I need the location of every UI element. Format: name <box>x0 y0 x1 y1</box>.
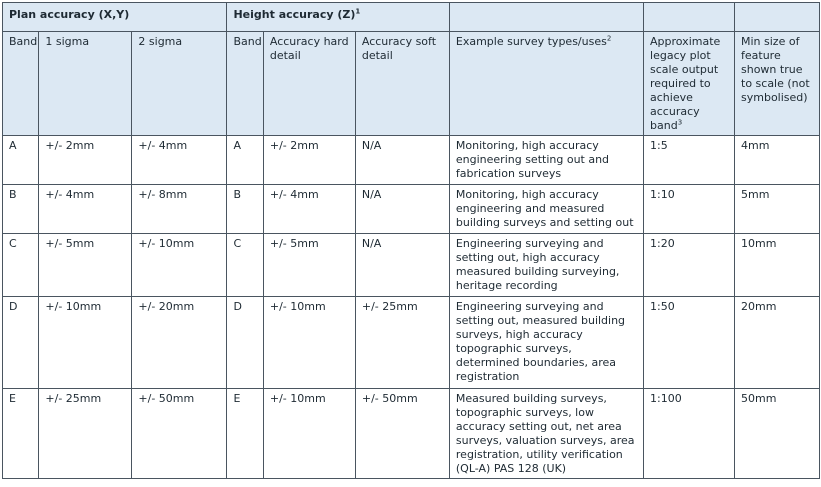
height-band-cell: D <box>227 297 263 389</box>
survey-types-cell: Engineering surveying and setting out, high accuracy measured building surveying, heritage recording <box>449 234 643 297</box>
table-row <box>3 185 820 234</box>
plot-scale-cell: 1:5 <box>644 136 735 185</box>
table-row <box>3 234 820 297</box>
survey-accuracy-table <box>2 2 820 479</box>
plot-scale-cell: 1:50 <box>644 297 735 389</box>
min-size-cell: 5mm <box>735 185 820 234</box>
one-sigma-column-header: 1 sigma <box>39 32 132 136</box>
header-spacer <box>449 3 643 32</box>
table-row <box>3 136 820 185</box>
header-spacer <box>644 3 735 32</box>
two-sigma-cell: +/- 8mm <box>132 185 227 234</box>
band-cell: B <box>3 185 39 234</box>
plot-scale-column-header: Approximate legacy plot scale output required to achieve accuracy band$^3$ <box>644 32 735 136</box>
two-sigma-cell: +/- 10mm <box>132 234 227 297</box>
min-size-cell: 4mm <box>735 136 820 185</box>
table-row <box>3 389 820 479</box>
height-band-cell: A <box>227 136 263 185</box>
band-cell: A <box>3 136 39 185</box>
accuracy-soft-cell: N/A <box>355 185 449 234</box>
accuracy-hard-cell: +/- 4mm <box>263 185 355 234</box>
accuracy-hard-cell: +/- 10mm <box>263 297 355 389</box>
min-size-column-header: Min size of feature shown true to scale (not symbolised) <box>735 32 820 136</box>
plot-scale-cell: 1:100 <box>644 389 735 479</box>
plot-scale-cell: 1:20 <box>644 234 735 297</box>
two-sigma-cell: +/- 20mm <box>132 297 227 389</box>
two-sigma-cell: +/- 50mm <box>132 389 227 479</box>
accuracy-soft-column-header: Accuracy soft detail <box>355 32 449 136</box>
one-sigma-cell: +/- 10mm <box>39 297 132 389</box>
header-column-row <box>3 32 820 136</box>
survey-types-cell: Engineering surveying and setting out, measured building surveys, high accuracy topographic surveys, determined boundaries, area registration <box>449 297 643 389</box>
footnote-marker: 3 <box>677 118 683 127</box>
accuracy-soft-cell: +/- 25mm <box>355 297 449 389</box>
accuracy-hard-cell: +/- 5mm <box>263 234 355 297</box>
min-size-cell: 10mm <box>735 234 820 297</box>
survey-types-cell: Measured building surveys, topographic surveys, low accuracy setting out, net area surveys, valuation surveys, area registration, utility verification (QL-A) PAS 128 (UK) <box>449 389 643 479</box>
accuracy-soft-cell: +/- 50mm <box>355 389 449 479</box>
height-band-cell: B <box>227 185 263 234</box>
header-group-row <box>3 3 820 32</box>
plot-scale-cell: 1:10 <box>644 185 735 234</box>
accuracy-hard-cell: +/- 10mm <box>263 389 355 479</box>
height-band-cell: C <box>227 234 263 297</box>
one-sigma-cell: +/- 25mm <box>39 389 132 479</box>
two-sigma-column-header: 2 sigma <box>132 32 227 136</box>
table-row <box>3 297 820 389</box>
band-column-header: Band <box>3 32 39 136</box>
one-sigma-cell: +/- 5mm <box>39 234 132 297</box>
survey-types-cell: Monitoring, high accuracy engineering and measured building surveys and setting out <box>449 185 643 234</box>
survey-types-cell: Monitoring, high accuracy engineering setting out and fabrication surveys <box>449 136 643 185</box>
footnote-marker: 1 <box>355 7 361 16</box>
height-band-column-header: Band <box>227 32 263 136</box>
accuracy-soft-cell: N/A <box>355 136 449 185</box>
min-size-cell: 50mm <box>735 389 820 479</box>
accuracy-hard-cell: +/- 2mm <box>263 136 355 185</box>
one-sigma-cell: +/- 4mm <box>39 185 132 234</box>
header-spacer <box>735 3 820 32</box>
accuracy-hard-column-header: Accuracy hard detail <box>263 32 355 136</box>
plan-accuracy-header: Plan accuracy (X,Y) <box>3 3 227 32</box>
footnote-marker: 2 <box>606 34 612 43</box>
band-cell: E <box>3 389 39 479</box>
height-accuracy-header: Height accuracy $(Z)^1$ <box>227 3 449 32</box>
two-sigma-cell: +/- 4mm <box>132 136 227 185</box>
height-band-cell: E <box>227 389 263 479</box>
band-cell: C <box>3 234 39 297</box>
min-size-cell: 20mm <box>735 297 820 389</box>
accuracy-soft-cell: N/A <box>355 234 449 297</box>
one-sigma-cell: +/- 2mm <box>39 136 132 185</box>
survey-types-column-header: Example survey types/uses$^2$ <box>449 32 643 136</box>
band-cell: D <box>3 297 39 389</box>
